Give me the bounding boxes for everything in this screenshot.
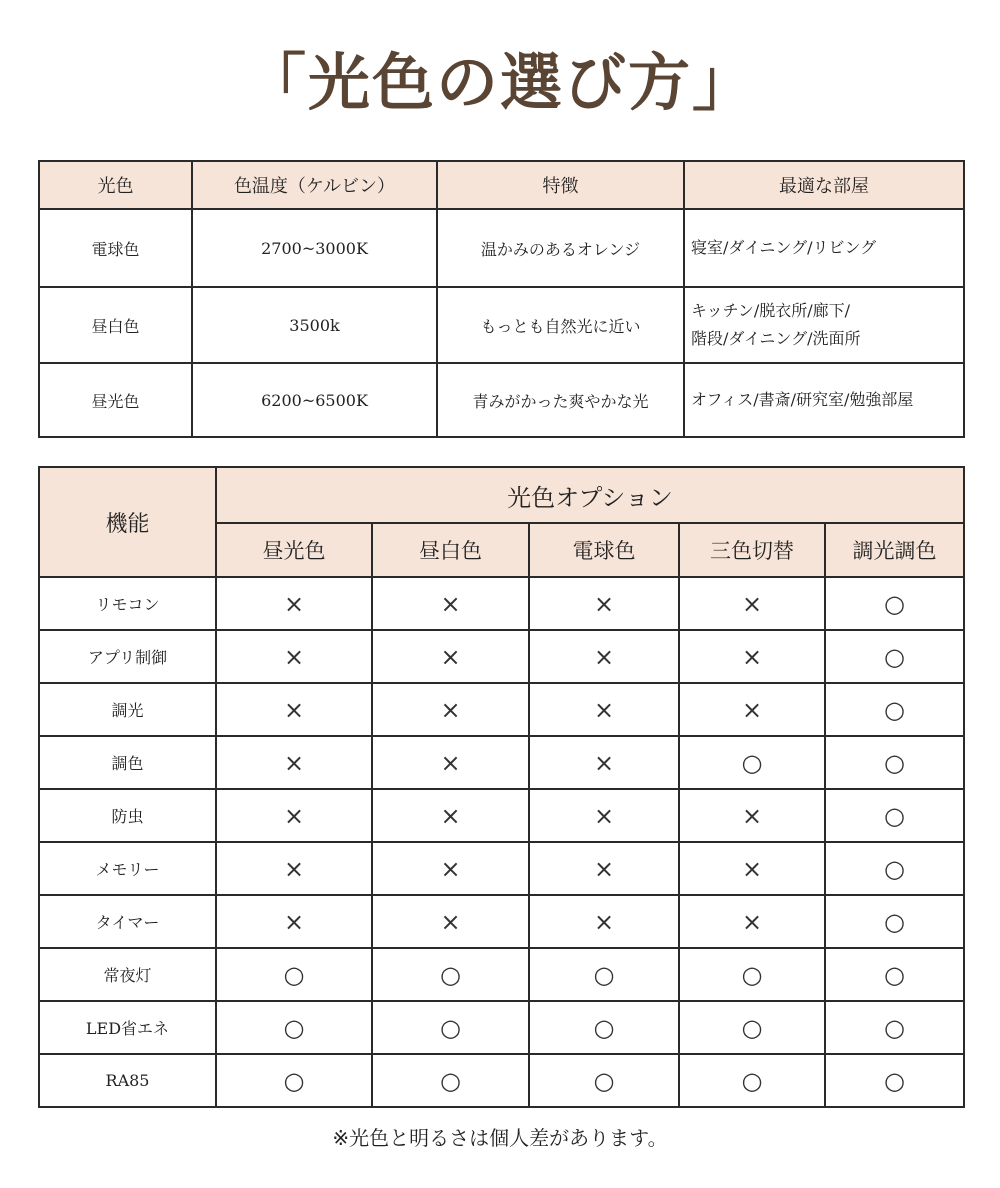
mark-cell: ○ — [825, 789, 964, 842]
mark-cell: × — [372, 577, 529, 630]
header-option-col: 昼白色 — [372, 523, 529, 577]
mark-cell: ○ — [529, 1054, 679, 1107]
table-row — [39, 1001, 964, 1054]
cell-feature: もっとも自然光に近い — [437, 287, 684, 363]
mark-cell: × — [216, 577, 372, 630]
table-row — [39, 209, 964, 287]
cell-room — [684, 287, 964, 363]
cell-temp: 6200~6500K — [192, 363, 437, 437]
mark-cell: × — [216, 630, 372, 683]
mark-cell: × — [679, 895, 825, 948]
cell-feature: 温かみのあるオレンジ — [437, 209, 684, 287]
cell-color: 昼白色 — [39, 287, 192, 363]
mark-cell: × — [529, 895, 679, 948]
header-feature: 機能 — [39, 467, 216, 577]
light-color-table — [38, 160, 965, 438]
mark-cell: × — [679, 630, 825, 683]
mark-cell: × — [372, 683, 529, 736]
feature-cell: 調光 — [39, 683, 216, 736]
feature-cell: LED省エネ — [39, 1001, 216, 1054]
table-row — [39, 1054, 964, 1107]
table-row — [39, 363, 964, 437]
mark-cell: × — [372, 736, 529, 789]
header-light-color: 光色 — [39, 161, 192, 209]
mark-cell: × — [216, 895, 372, 948]
feature-cell: RA85 — [39, 1054, 216, 1107]
mark-cell: × — [679, 683, 825, 736]
mark-cell: × — [529, 789, 679, 842]
mark-cell: ○ — [372, 1001, 529, 1054]
mark-cell: ○ — [825, 1054, 964, 1107]
header-option-col: 調光調色 — [825, 523, 964, 577]
header-option-col: 三色切替 — [679, 523, 825, 577]
table-header-row — [39, 161, 964, 209]
feature-cell: メモリー — [39, 842, 216, 895]
feature-option-table — [38, 466, 965, 1108]
mark-cell: ○ — [679, 948, 825, 1001]
header-color-temp: 色温度（ケルビン） — [192, 161, 437, 209]
mark-cell: ○ — [216, 1054, 372, 1107]
mark-cell: × — [216, 736, 372, 789]
mark-cell: × — [529, 842, 679, 895]
feature-cell: 防虫 — [39, 789, 216, 842]
mark-cell: × — [372, 789, 529, 842]
cell-room — [684, 209, 964, 287]
page-title: 「光色の選び方」 — [243, 46, 756, 119]
mark-cell: × — [216, 842, 372, 895]
mark-cell: ○ — [825, 577, 964, 630]
feature-cell: リモコン — [39, 577, 216, 630]
mark-cell: ○ — [679, 1001, 825, 1054]
mark-cell: ○ — [679, 1054, 825, 1107]
header-options: 光色オプション — [216, 467, 964, 523]
mark-cell: × — [529, 630, 679, 683]
mark-cell: ○ — [372, 948, 529, 1001]
mark-cell: ○ — [529, 948, 679, 1001]
cell-room — [684, 363, 964, 437]
mark-cell: ○ — [825, 630, 964, 683]
mark-cell: ○ — [825, 948, 964, 1001]
mark-cell: × — [216, 789, 372, 842]
mark-cell: ○ — [216, 1001, 372, 1054]
table-row — [39, 287, 964, 363]
mark-cell: × — [529, 736, 679, 789]
feature-cell: タイマー — [39, 895, 216, 948]
mark-cell: ○ — [216, 948, 372, 1001]
room-line: キッチン/脱衣所/廊下/ — [691, 301, 851, 320]
mark-cell: × — [216, 683, 372, 736]
header-best-room: 最適な部屋 — [684, 161, 964, 209]
room-line: 階段/ダイニング/洗面所 — [691, 329, 861, 348]
feature-cell: 調色 — [39, 736, 216, 789]
header-option-col: 昼光色 — [216, 523, 372, 577]
feature-cell: アプリ制御 — [39, 630, 216, 683]
mark-cell: ○ — [825, 683, 964, 736]
feature-cell: 常夜灯 — [39, 948, 216, 1001]
mark-cell: ○ — [825, 842, 964, 895]
table-row — [39, 842, 964, 895]
cell-temp: 2700~3000K — [192, 209, 437, 287]
mark-cell: ○ — [529, 1001, 679, 1054]
footnote: ※光色と明るさは個人差があります。 — [332, 1126, 668, 1150]
mark-cell: ○ — [825, 895, 964, 948]
table-row — [39, 948, 964, 1001]
cell-feature: 青みがかった爽やかな光 — [437, 363, 684, 437]
table-row — [39, 895, 964, 948]
table-row — [39, 577, 964, 630]
mark-cell: × — [372, 895, 529, 948]
mark-cell: × — [679, 842, 825, 895]
cell-color: 電球色 — [39, 209, 192, 287]
table-header-row — [39, 467, 964, 523]
mark-cell: × — [372, 630, 529, 683]
mark-cell: ○ — [372, 1054, 529, 1107]
table-row — [39, 630, 964, 683]
cell-temp: 3500k — [192, 287, 437, 363]
table-row — [39, 683, 964, 736]
mark-cell: × — [679, 789, 825, 842]
header-feature: 特徴 — [437, 161, 684, 209]
mark-cell: × — [529, 577, 679, 630]
mark-cell: ○ — [825, 1001, 964, 1054]
cell-color: 昼光色 — [39, 363, 192, 437]
room-line: オフィス/書斎/研究室/勉強部屋 — [691, 390, 914, 409]
mark-cell: × — [529, 683, 679, 736]
table-row — [39, 789, 964, 842]
mark-cell: × — [679, 577, 825, 630]
mark-cell: × — [372, 842, 529, 895]
room-line: 寝室/ダイニング/リビング — [691, 238, 877, 257]
table-row — [39, 736, 964, 789]
mark-cell: ○ — [679, 736, 825, 789]
header-option-col: 電球色 — [529, 523, 679, 577]
mark-cell: ○ — [825, 736, 964, 789]
